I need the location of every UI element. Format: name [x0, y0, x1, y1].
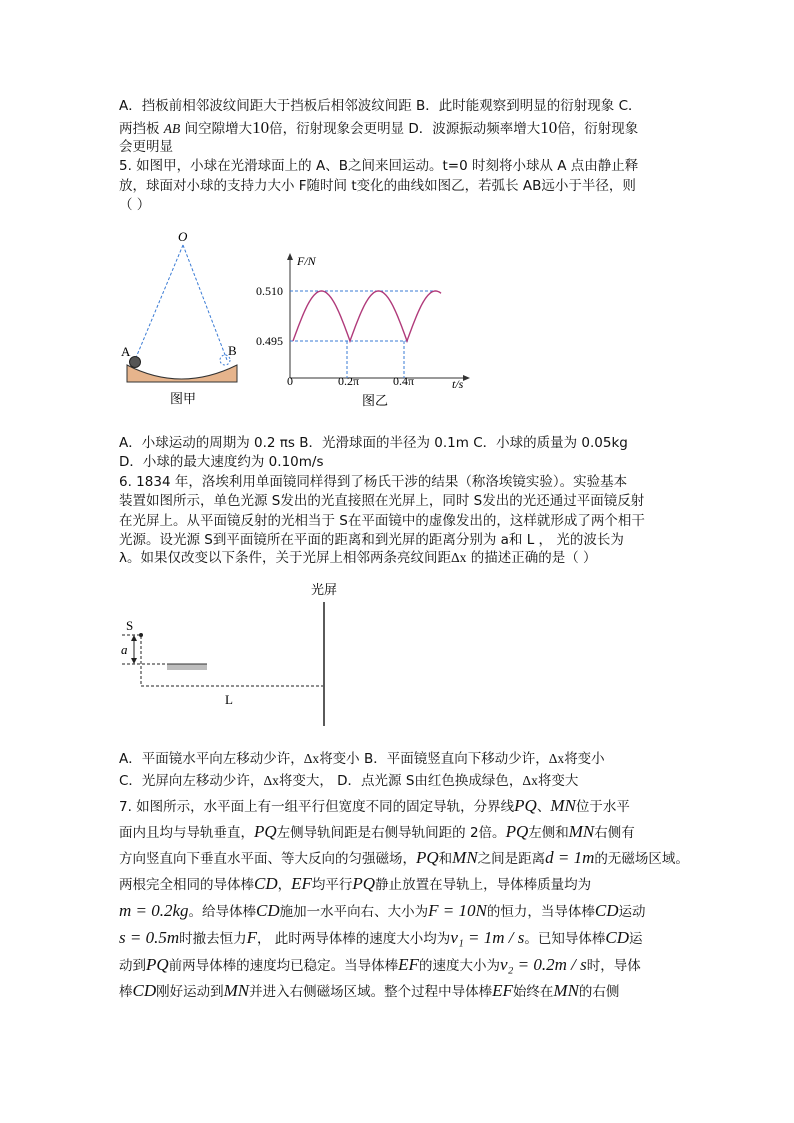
q5-stem-2: 放，球面对小球的支持力大小 F随时间 t变化的曲线如图乙，若弧长 AB远小于半径，则: [119, 178, 636, 194]
q5-stem-3: （ ）: [119, 197, 151, 213]
q7-PQ: PQ: [514, 796, 537, 815]
caption-yi: 图乙: [362, 393, 389, 408]
q7-text: 位于水平: [575, 799, 630, 815]
a-arrow-head-up: [131, 635, 137, 641]
q7-mass: m = 0.2kg: [119, 901, 189, 920]
q7-MN: MN: [452, 848, 478, 867]
q4-text: 两挡板: [119, 121, 160, 137]
q4-text: 倍，衍射现象: [557, 121, 639, 137]
q7-text: 、: [536, 799, 551, 815]
q7-F: F: [246, 928, 258, 947]
q7-EF: EF: [291, 874, 312, 893]
q4-options-line2: [119, 118, 638, 139]
q7-v1: v₁ = 1m / s: [450, 928, 525, 947]
q7-CD: CD: [254, 874, 278, 893]
q7-line-7: [119, 952, 641, 979]
q7-CD: CD: [605, 928, 629, 947]
label-O: O: [178, 229, 188, 244]
y-tick-0495: 0.495: [256, 334, 283, 348]
x-tick-04pi: 0.4π: [393, 374, 415, 388]
q7-line-2: [119, 819, 635, 846]
q6-text: 的描述正确的是（ ）: [470, 550, 597, 566]
a-arrow-head-down: [131, 658, 137, 664]
q7-MN: MN: [550, 796, 576, 815]
q4-num: 10: [540, 118, 558, 137]
q7-text: 棒: [119, 984, 133, 1000]
q7-CD: CD: [594, 901, 619, 920]
q7-d-value: d = 1m: [545, 848, 595, 867]
q6-stem-2: 装置如图所示，单色光源 S发出的光直接照在光屏上，同时 S发出的光还通过平面镜反射: [119, 493, 645, 509]
y-axis-arrow: [287, 253, 293, 260]
q7-PQ: PQ: [416, 848, 439, 867]
q7-PQ: PQ: [146, 955, 169, 974]
q7-distance: s = 0.5m: [119, 928, 180, 947]
q4-text: 间空隙增大: [184, 121, 253, 137]
q7-text: 前两导体棒的速度均已稳定。当导体棒: [168, 958, 399, 974]
q7-text: 的速度大小为: [418, 958, 500, 974]
q7-EF: EF: [492, 981, 513, 1000]
q7-MN: MN: [568, 822, 595, 841]
q7-line-5: [119, 898, 646, 925]
q7-text: 左侧和: [528, 825, 569, 841]
q4-AB: AB: [163, 121, 181, 136]
q6-stem-1: 6. 1834 年，洛埃利用单面镜同样得到了杨氏干涉的结果（称洛埃镜实验）。实验基本: [119, 474, 628, 490]
q7-text: 的无磁场区域。: [594, 851, 689, 867]
q7-PQ: PQ: [352, 874, 376, 893]
q7-PQ: PQ: [254, 822, 277, 841]
q7-text: 并进入右侧磁场区域。整个过程中导体棒: [249, 984, 493, 1000]
q7-text: 时，导体: [586, 958, 641, 974]
label-B: B: [228, 343, 237, 358]
q7-text: 时撤去恒力: [179, 931, 247, 947]
q5-options-line2: D．小球的最大速度约为 0.10m/s: [119, 454, 324, 470]
q6-opt-text: 将变大， D．点光源 S由红色换成绿色，: [278, 773, 523, 789]
q7-text: 。已知导体棒: [524, 931, 606, 947]
x-axis-label: t/s: [452, 377, 464, 391]
q7-PQ: PQ: [505, 822, 529, 841]
q7-line-1: [119, 793, 630, 820]
delta-x: Δx: [548, 751, 565, 766]
q6-stem-4: 光源。设光源 S到平面镜所在平面的距离和到光屏的距离分别为 a和 L ， 光的波长为: [119, 532, 624, 548]
lloyd-mirror-figure: [115, 578, 355, 730]
ball: [130, 357, 141, 368]
q7-text: 右侧有: [594, 825, 635, 841]
q7-text: 7. 如图所示，水平面上有一组平行但宽度不同的固定导轨，分界线: [119, 799, 515, 815]
q6-options-line2: [119, 771, 578, 791]
q4-num: 10: [252, 118, 270, 137]
q7-text: 。给导体棒: [188, 904, 257, 920]
bowl: [127, 365, 237, 382]
q7-text: 均平行: [311, 877, 353, 893]
L-label: L: [225, 692, 233, 707]
q7-text: 的恒力，当导体棒: [486, 904, 595, 920]
caption-jia: 图甲: [170, 391, 197, 406]
q7-line-4: [119, 871, 591, 898]
q6-opt-text: A．平面镜水平向左移动少许，: [119, 751, 304, 767]
x-tick-02pi: 0.2π: [338, 374, 360, 388]
q6-opt-text: 将变小 B．平面镜竖直向下移动少许，: [319, 751, 549, 767]
q5-stem-1: 5. 如图甲，小球在光滑球面上的 A、B之间来回运动。t=0 时刻将小球从 A 点由静止释: [119, 158, 639, 174]
q7-text: 施加一水平向右、大小为: [279, 904, 429, 920]
dashed-OA: [135, 245, 183, 360]
q7-text: ，: [277, 877, 292, 893]
delta-x: Δx: [451, 550, 467, 565]
q7-text: 动到: [119, 958, 146, 974]
q7-text: 静止放置在导轨上，导体棒质量均为: [375, 877, 592, 893]
q4-options-line1: A．挡板前相邻波纹间距大于挡板后相邻波纹间距 B．此时能观察到明显的衍射现象 C．: [119, 98, 642, 114]
q7-CD: CD: [132, 981, 157, 1000]
q6-opt-text: C．光屏向左移动少许，: [119, 773, 264, 789]
a-label: a: [121, 642, 128, 657]
delta-x: Δx: [263, 773, 279, 788]
q7-text: 两根完全相同的导体棒: [119, 877, 254, 893]
q7-v2: v₂ = 0.2m / s: [499, 955, 587, 974]
force-curve: [293, 291, 441, 341]
y-axis-label: F/N: [297, 254, 316, 268]
q7-MN: MN: [553, 981, 579, 1000]
q5-options-line1: A．小球运动的周期为 0.2 πs B．光滑球面的半径为 0.1m C．小球的质量为 0.05kg: [119, 435, 628, 451]
q7-line-8: [119, 978, 619, 1005]
q7-CD: CD: [256, 901, 280, 920]
delta-x: Δx: [522, 773, 538, 788]
label-A: A: [121, 344, 131, 359]
x-axis-arrow: [463, 375, 470, 381]
dashed-OB: [183, 245, 227, 360]
q4-options-line3: 会更明显: [119, 139, 173, 155]
q6-stem-5: [119, 548, 597, 568]
q7-line-6: [119, 925, 642, 952]
q7-text: 左侧导轨间距是右侧导轨间距的 2倍。: [276, 825, 506, 841]
figure-jia: [115, 225, 250, 415]
q7-MN: MN: [223, 981, 250, 1000]
q7-line-3: [119, 845, 689, 872]
screen-label: 光屏: [311, 583, 338, 598]
q7-text: 运动: [618, 904, 646, 920]
q7-text: 刚好运动到: [156, 984, 224, 1000]
delta-x: Δx: [303, 751, 320, 766]
q7-text: 之间是距离: [477, 851, 546, 867]
q6-stem-3: 在光屏上。从平面镜反射的光相当于 S在平面镜中的虚像发出的，这样就形成了两个相干: [119, 513, 645, 529]
y-tick-0510: 0.510: [256, 284, 283, 298]
q7-text: 运: [628, 931, 643, 947]
q7-text: 和: [438, 851, 453, 867]
q6-opt-text: 将变小: [564, 751, 605, 767]
q6-text: λ。如果仅改变以下条件，关于光屏上相邻两条亮纹间距: [119, 550, 451, 566]
source-label: S: [126, 618, 134, 633]
x-tick-0: 0: [287, 374, 293, 388]
q7-text: 方向竖直向下垂直水平面、等大反向的匀强磁场，: [119, 851, 416, 867]
q7-EF: EF: [398, 955, 419, 974]
q7-text: 面内且均与导轨垂直，: [119, 825, 254, 841]
q7-force: F = 10N: [428, 901, 487, 920]
q7-text: 的右侧: [578, 984, 620, 1000]
q6-opt-text: 将变大: [537, 773, 579, 789]
q7-text: ， 此时两导体棒的速度大小均为: [257, 931, 451, 947]
q4-text: 倍，衍射现象会更明显 D．波源振动频率增大: [269, 121, 541, 137]
q6-options-line1: [119, 749, 605, 769]
figure-yi-chart: [250, 248, 480, 410]
q7-text: 始终在: [512, 984, 554, 1000]
plane-mirror: [167, 664, 207, 670]
